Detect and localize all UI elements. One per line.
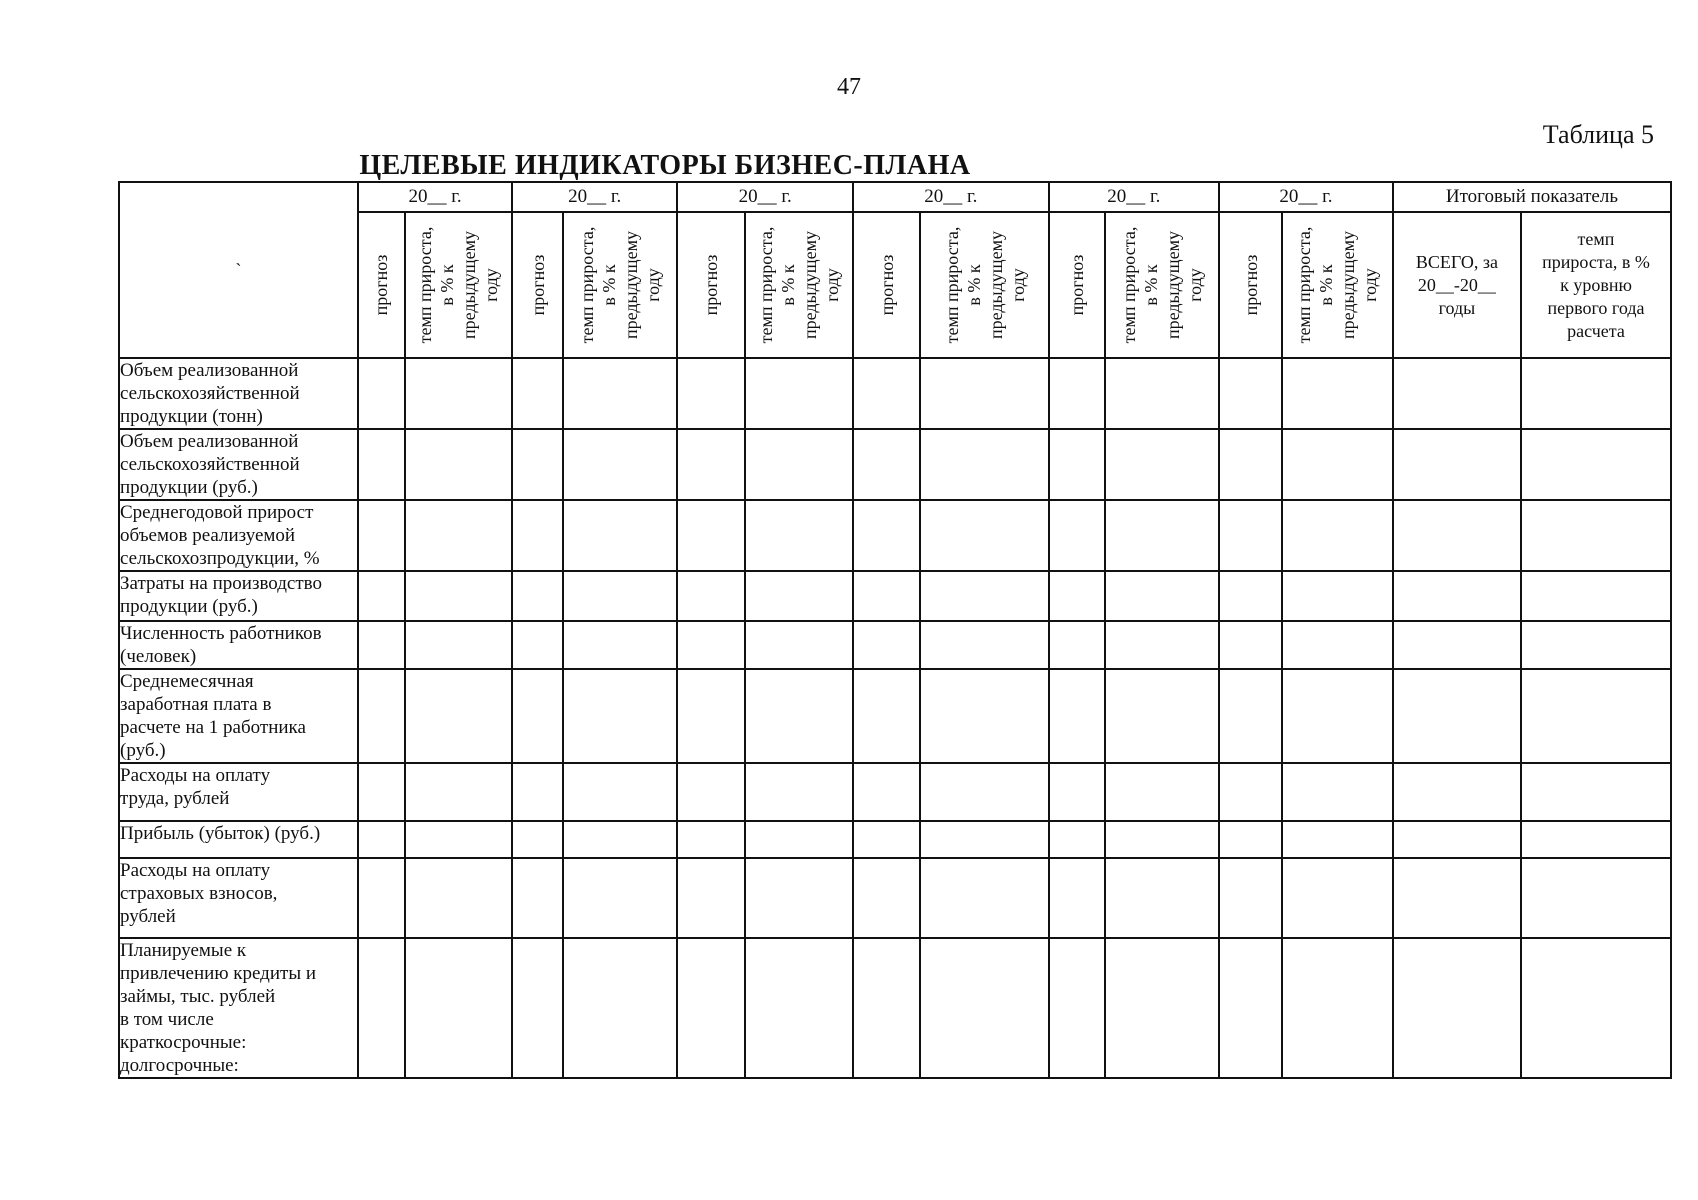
value-cell[interactable] (1521, 821, 1671, 858)
growth-header-label (1293, 227, 1381, 344)
value-cell[interactable] (853, 429, 920, 500)
row-label-line: Затраты на производство (120, 573, 322, 594)
growth-first-year-line: первого года (1547, 297, 1645, 318)
year-header: 20__ г. (677, 182, 853, 212)
table-row (119, 938, 1671, 1078)
value-cell[interactable] (920, 858, 1048, 938)
growth-header-line: в % к (437, 264, 458, 306)
value-cell[interactable] (677, 429, 744, 500)
row-label-line: Расходы на оплату (120, 860, 271, 881)
value-cell[interactable] (1393, 571, 1521, 621)
value-cell[interactable] (1393, 821, 1521, 858)
value-cell[interactable] (853, 358, 920, 429)
value-cell[interactable] (853, 669, 920, 763)
growth-first-year-line: расчета (1567, 320, 1625, 341)
value-cell[interactable] (1049, 938, 1105, 1078)
value-cell[interactable] (512, 763, 563, 821)
value-cell[interactable] (1521, 429, 1671, 500)
value-cell[interactable] (405, 500, 513, 571)
total-header-line: 20__-20__ (1417, 274, 1496, 295)
value-cell[interactable] (1105, 821, 1219, 858)
value-cell[interactable] (1393, 358, 1521, 429)
growth-header-label (941, 227, 1029, 344)
value-cell[interactable] (920, 358, 1048, 429)
row-label-line: в том числе (120, 1009, 214, 1030)
growth-first-year-line: к уровню (1560, 274, 1632, 295)
value-cell[interactable] (1219, 858, 1282, 938)
value-cell[interactable] (1521, 500, 1671, 571)
value-cell[interactable] (563, 938, 677, 1078)
total-header: Итоговый показатель (1393, 182, 1671, 212)
growth-header-line: темп прироста, (1294, 226, 1315, 344)
row-label-line: объемов реализуемой (120, 525, 296, 546)
row-label (119, 429, 358, 500)
growth-header-line: в % к (1141, 264, 1162, 306)
row-label-line: привлечению кредиты и (120, 963, 317, 984)
year-header: 20__ г. (358, 182, 512, 212)
corner-mark: ` (119, 182, 358, 358)
forecast-header-label: прогноз (371, 254, 392, 316)
value-cell[interactable] (563, 821, 677, 858)
value-cell[interactable] (405, 669, 513, 763)
table-label: Таблица 5 (1542, 120, 1654, 149)
value-cell[interactable] (1105, 938, 1219, 1078)
value-cell[interactable] (563, 669, 677, 763)
value-cell[interactable] (358, 858, 405, 938)
row-label-line: сельскохозяйственной (120, 383, 300, 404)
value-cell[interactable] (405, 621, 513, 669)
value-cell[interactable] (1521, 938, 1671, 1078)
value-cell[interactable] (1282, 358, 1393, 429)
total-all-years-header (1393, 212, 1521, 358)
year-header: 20__ г. (512, 182, 677, 212)
value-cell[interactable] (853, 763, 920, 821)
value-cell[interactable] (1105, 429, 1219, 500)
value-cell[interactable] (1105, 763, 1219, 821)
row-label (119, 500, 358, 571)
row-label-line: Расходы на оплату (120, 765, 271, 786)
value-cell[interactable] (1105, 571, 1219, 621)
growth-header (920, 212, 1048, 358)
value-cell[interactable] (745, 858, 854, 938)
row-label-line: Среднемесячная (120, 671, 254, 692)
value-cell[interactable] (1049, 621, 1105, 669)
row-label-line: продукции (руб.) (120, 477, 258, 498)
growth-header-line: в % к (599, 264, 620, 306)
value-cell[interactable] (920, 938, 1048, 1078)
value-cell[interactable] (563, 858, 677, 938)
value-cell[interactable] (1393, 621, 1521, 669)
value-cell[interactable] (1521, 621, 1671, 669)
value-cell[interactable] (405, 858, 513, 938)
growth-header-line: году (1185, 268, 1206, 302)
value-cell[interactable] (1282, 821, 1393, 858)
year-header-row (119, 182, 1671, 212)
year-header: 20__ г. (853, 182, 1048, 212)
year-header: 20__ г. (1049, 182, 1220, 212)
value-cell[interactable] (1521, 358, 1671, 429)
value-cell[interactable] (1393, 669, 1521, 763)
table-row (119, 821, 1671, 858)
row-label-line: страховых взносов, (120, 883, 278, 904)
forecast-header-label: прогноз (527, 254, 548, 316)
value-cell[interactable] (512, 571, 563, 621)
forecast-header-label: прогноз (700, 254, 721, 316)
value-cell[interactable] (1219, 821, 1282, 858)
value-cell[interactable] (677, 621, 744, 669)
value-cell[interactable] (405, 821, 513, 858)
forecast-header (677, 212, 744, 358)
value-cell[interactable] (853, 500, 920, 571)
value-cell[interactable] (1219, 621, 1282, 669)
value-cell[interactable] (1219, 763, 1282, 821)
value-cell[interactable] (920, 821, 1048, 858)
row-label (119, 621, 358, 669)
value-cell[interactable] (1393, 938, 1521, 1078)
value-cell[interactable] (1282, 858, 1393, 938)
value-cell[interactable] (1521, 763, 1671, 821)
value-cell[interactable] (1105, 621, 1219, 669)
document-title: ЦЕЛЕВЫЕ ИНДИКАТОРЫ БИЗНЕС-ПЛАНА (359, 150, 971, 181)
growth-header-label (414, 227, 502, 344)
row-label (119, 763, 358, 821)
row-label (119, 821, 358, 858)
growth-first-year-header (1521, 212, 1671, 358)
growth-header-line: году (481, 268, 502, 302)
year-header: 20__ г. (1219, 182, 1393, 212)
value-cell[interactable] (920, 763, 1048, 821)
row-label (119, 858, 358, 938)
forecast-header-label: прогноз (1240, 254, 1261, 316)
value-cell[interactable] (677, 821, 744, 858)
row-label-line: труда, рублей (120, 788, 230, 809)
value-cell[interactable] (563, 429, 677, 500)
value-cell[interactable] (920, 621, 1048, 669)
value-cell[interactable] (1049, 763, 1105, 821)
growth-header (1282, 212, 1393, 358)
value-cell[interactable] (1521, 571, 1671, 621)
value-cell[interactable] (1282, 938, 1393, 1078)
row-label-line: Планируемые к (120, 940, 247, 961)
value-cell[interactable] (563, 500, 677, 571)
value-cell[interactable] (358, 429, 405, 500)
row-label-line: расчете на 1 работника (120, 717, 306, 738)
value-cell[interactable] (358, 821, 405, 858)
value-cell[interactable] (405, 938, 513, 1078)
growth-first-year-line: темп (1577, 228, 1615, 249)
value-cell[interactable] (920, 669, 1048, 763)
value-cell[interactable] (853, 571, 920, 621)
value-cell[interactable] (512, 500, 563, 571)
value-cell[interactable] (853, 858, 920, 938)
value-cell[interactable] (1049, 500, 1105, 571)
row-label-line: продукции (тонн) (120, 406, 263, 427)
row-label-line: сельскохозпродукции, % (120, 548, 320, 569)
value-cell[interactable] (745, 821, 854, 858)
value-cell[interactable] (1521, 858, 1671, 938)
value-cell[interactable] (1282, 763, 1393, 821)
value-cell[interactable] (1393, 763, 1521, 821)
value-cell[interactable] (1049, 358, 1105, 429)
value-cell[interactable] (677, 669, 744, 763)
value-cell[interactable] (512, 429, 563, 500)
growth-header-line: темп прироста, (577, 226, 598, 344)
value-cell[interactable] (745, 669, 854, 763)
value-cell[interactable] (405, 763, 513, 821)
growth-header-line: темп прироста, (415, 226, 436, 344)
value-cell[interactable] (405, 429, 513, 500)
value-cell[interactable] (853, 821, 920, 858)
growth-header (405, 212, 513, 358)
forecast-header (1219, 212, 1282, 358)
value-cell[interactable] (405, 358, 513, 429)
growth-header-line: темп прироста, (941, 226, 962, 344)
value-cell[interactable] (745, 500, 854, 571)
value-cell[interactable] (1105, 358, 1219, 429)
growth-header-line: году (821, 268, 842, 302)
growth-header (563, 212, 677, 358)
value-cell[interactable] (677, 358, 744, 429)
growth-header-label (755, 227, 843, 344)
value-cell[interactable] (512, 358, 563, 429)
table-row (119, 858, 1671, 938)
row-label-line: рублей (120, 906, 176, 927)
value-cell[interactable] (358, 669, 405, 763)
value-cell[interactable] (1521, 669, 1671, 763)
forecast-header-label: прогноз (1066, 254, 1087, 316)
value-cell[interactable] (677, 858, 744, 938)
forecast-header (512, 212, 563, 358)
row-label (119, 571, 358, 621)
growth-header-line: в % к (777, 264, 798, 306)
value-cell[interactable] (1219, 669, 1282, 763)
value-cell[interactable] (512, 621, 563, 669)
data-rows (119, 358, 1671, 1078)
table-row (119, 669, 1671, 763)
value-cell[interactable] (358, 763, 405, 821)
growth-header-line: предыдущему (985, 230, 1006, 340)
total-header-line: годы (1438, 297, 1476, 318)
value-cell[interactable] (677, 763, 744, 821)
growth-header-line: предыдущему (459, 230, 480, 340)
row-label-line: Среднегодовой прирост (120, 502, 314, 523)
value-cell[interactable] (853, 621, 920, 669)
growth-header-line: темп прироста, (1119, 226, 1140, 344)
value-cell[interactable] (1282, 429, 1393, 500)
value-cell[interactable] (1219, 358, 1282, 429)
value-cell[interactable] (1219, 429, 1282, 500)
row-label-line: займы, тыс. рублей (120, 986, 276, 1007)
value-cell[interactable] (1219, 571, 1282, 621)
value-cell[interactable] (512, 669, 563, 763)
table-row (119, 763, 1671, 821)
value-cell[interactable] (853, 938, 920, 1078)
value-cell[interactable] (1105, 500, 1219, 571)
value-cell[interactable] (677, 500, 744, 571)
total-header-line: ВСЕГО, за (1415, 251, 1498, 272)
value-cell[interactable] (358, 358, 405, 429)
value-cell[interactable] (920, 429, 1048, 500)
value-cell[interactable] (1049, 669, 1105, 763)
value-cell[interactable] (1049, 571, 1105, 621)
growth-first-year-line: прироста, в % (1542, 251, 1650, 272)
row-label (119, 358, 358, 429)
row-label (119, 938, 358, 1078)
value-cell[interactable] (1282, 669, 1393, 763)
forecast-header (853, 212, 920, 358)
growth-header-line: году (643, 268, 664, 302)
row-label-line: долгосрочные: (120, 1055, 239, 1076)
value-cell[interactable] (745, 938, 854, 1078)
growth-header-line: предыдущему (799, 230, 820, 340)
growth-header-line: предыдущему (621, 230, 642, 340)
value-cell[interactable] (1219, 938, 1282, 1078)
value-cell[interactable] (512, 821, 563, 858)
page-number: 47 (837, 74, 861, 100)
table-row (119, 429, 1671, 500)
row-label-line: (руб.) (120, 740, 166, 761)
value-cell[interactable] (1049, 821, 1105, 858)
table-row (119, 621, 1671, 669)
row-label-line: сельскохозяйственной (120, 454, 300, 475)
value-cell[interactable] (1105, 858, 1219, 938)
value-cell[interactable] (745, 429, 854, 500)
table-row (119, 358, 1671, 429)
value-cell[interactable] (563, 763, 677, 821)
forecast-header (1049, 212, 1105, 358)
value-cell[interactable] (920, 500, 1048, 571)
row-label-line: Объем реализованной (120, 360, 299, 381)
value-cell[interactable] (512, 858, 563, 938)
table-row (119, 571, 1671, 621)
value-cell[interactable] (745, 571, 854, 621)
row-label-line: краткосрочные: (120, 1032, 247, 1053)
growth-header-line: предыдущему (1163, 230, 1184, 340)
indicators-table (118, 181, 1672, 1079)
value-cell[interactable] (1393, 858, 1521, 938)
growth-header (1105, 212, 1219, 358)
growth-header-line: году (1360, 268, 1381, 302)
value-cell[interactable] (512, 938, 563, 1078)
growth-header-label (576, 227, 664, 344)
growth-header-line: в % к (963, 264, 984, 306)
growth-header (745, 212, 854, 358)
value-cell[interactable] (563, 621, 677, 669)
value-cell[interactable] (563, 358, 677, 429)
value-cell[interactable] (1282, 571, 1393, 621)
growth-header-line: темп прироста, (755, 226, 776, 344)
value-cell[interactable] (358, 500, 405, 571)
row-label-line: (человек) (120, 646, 197, 667)
row-label-line: Численность работников (120, 623, 322, 644)
growth-header-line: году (1007, 268, 1028, 302)
value-cell[interactable] (677, 571, 744, 621)
value-cell[interactable] (1282, 621, 1393, 669)
value-cell[interactable] (920, 571, 1048, 621)
value-cell[interactable] (563, 571, 677, 621)
table-row (119, 500, 1671, 571)
value-cell[interactable] (1393, 500, 1521, 571)
value-cell[interactable] (1282, 500, 1393, 571)
row-label-line: Прибыль (убыток) (руб.) (120, 823, 321, 844)
value-cell[interactable] (745, 763, 854, 821)
value-cell[interactable] (1393, 429, 1521, 500)
value-cell[interactable] (1219, 500, 1282, 571)
row-label-line: Объем реализованной (120, 431, 299, 452)
value-cell[interactable] (745, 621, 854, 669)
value-cell[interactable] (1105, 669, 1219, 763)
value-cell[interactable] (358, 621, 405, 669)
forecast-header-label: прогноз (876, 254, 897, 316)
row-label-line: продукции (руб.) (120, 596, 258, 617)
value-cell[interactable] (677, 938, 744, 1078)
growth-header-line: предыдущему (1338, 230, 1359, 340)
value-cell[interactable] (745, 358, 854, 429)
row-label-line: заработная плата в (120, 694, 272, 715)
value-cell[interactable] (1049, 858, 1105, 938)
value-cell[interactable] (358, 571, 405, 621)
value-cell[interactable] (358, 938, 405, 1078)
value-cell[interactable] (405, 571, 513, 621)
value-cell[interactable] (1049, 429, 1105, 500)
growth-header-label (1118, 227, 1206, 344)
growth-header-line: в % к (1316, 264, 1337, 306)
forecast-header (358, 212, 405, 358)
row-label (119, 669, 358, 763)
